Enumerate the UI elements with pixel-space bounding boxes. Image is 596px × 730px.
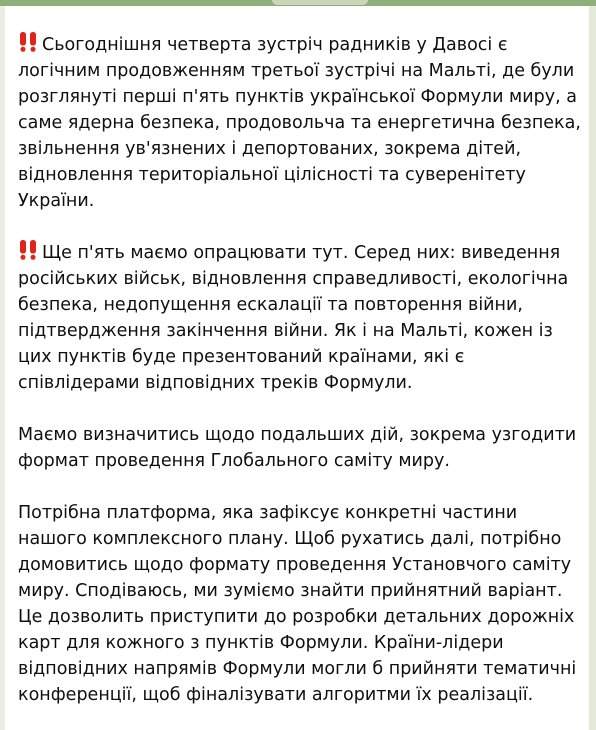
message-line: розглянуті перші п'ять пунктів української Формули миру, а <box>18 87 577 107</box>
message-line: карт для кожного з пунктів Формули. Країни-лідери <box>18 633 504 653</box>
message-line: Це дозволить приступити до розробки детальних дорожніх <box>18 607 575 627</box>
message-line-text: Ще п'ять маємо опрацювати тут. Серед них: виведення <box>42 243 561 263</box>
message-line: відновлення територіальної цілісності та суверенітету <box>18 165 526 185</box>
message-line: формат проведення Глобального саміту миру. <box>18 451 450 471</box>
message-paragraph-2 <box>18 240 588 396</box>
message-line: нашого комплексного плану. Щоб рухатись далі, потрібно <box>18 529 562 549</box>
message-line: Маємо визначитись щодо подальших дій, зокрема узгодити <box>18 425 577 445</box>
message-line: миру. Сподіваюсь, ми зуміємо знайти прийнятний варіант. <box>18 581 563 601</box>
message-line: України. <box>18 191 95 211</box>
message-line: домовитись щодо формату проведення Установчого саміту <box>18 555 572 575</box>
message-line: відповідних напрямів Формули могли б прийняти тематичні <box>18 659 577 679</box>
message-paragraph-4 <box>18 500 588 708</box>
message-bubble[interactable] <box>0 6 596 730</box>
message-line: співлідерами відповідних треків Формули. <box>18 373 413 393</box>
message-line <box>18 240 588 266</box>
message-line <box>18 32 588 58</box>
message-line: саме ядерна безпека, продовольча та енергетична безпека, <box>18 113 581 133</box>
message-line: логічним продовженням третьої зустрічі на Мальті, де були <box>18 61 575 81</box>
double-exclamation-icon <box>18 32 40 52</box>
previous-message-edge <box>272 0 368 5</box>
message-line: російських військ, відновлення справедливості, екологічна <box>18 269 569 289</box>
message-line: підтвердження закінчення війни. Як і на Мальті, кожен із <box>18 321 553 341</box>
message-text <box>18 32 588 708</box>
message-line: Потрібна платформа, яка зафіксує конкретні частини <box>18 503 518 523</box>
message-paragraph-3 <box>18 422 588 474</box>
message-paragraph-1 <box>18 32 588 214</box>
message-line: цих пунктів буде презентований країнами, які є <box>18 347 465 367</box>
message-line: конференції, щоб фіналізувати алгоритми їх реалізації. <box>18 685 534 705</box>
message-line: звільнення ув'язнених і депортованих, зокрема дітей, <box>18 139 522 159</box>
message-line-text: Сьогоднішня четверта зустріч радників у Давосі є <box>42 35 508 55</box>
message-line: безпека, недопущення ескалації та повторення війни, <box>18 295 523 315</box>
double-exclamation-icon <box>18 240 40 260</box>
